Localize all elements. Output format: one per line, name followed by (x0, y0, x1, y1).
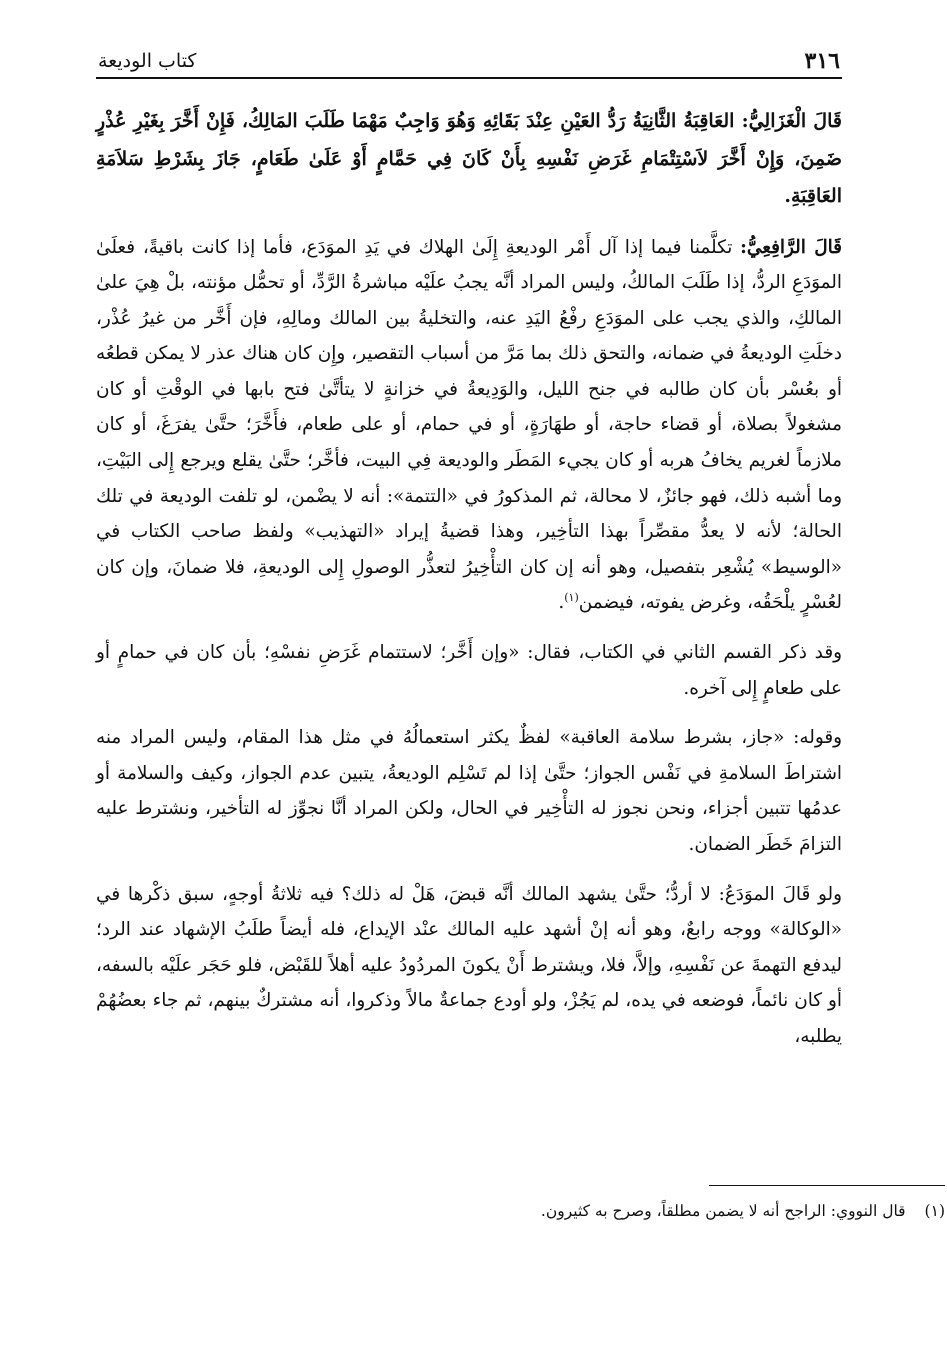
footnote-divider (709, 1185, 945, 1186)
paragraph-text-block (96, 635, 842, 706)
footnote (0, 1198, 945, 1224)
footnote-number: (١) (924, 1202, 945, 1220)
paragraph-text: العَاقِبَةُ الثَّانِيَةُ رَدُّ العَيْنِ عِنْدَ بَقَائِهِ وَهُوَ وَاجِبٌ مَهْمَا طَلَبَ المَالِكُ، فَإِنْ أَخَّرَ بِغَيْرِ عُذْرٍ ضَمِنَ، وَإِنْ أَخَّرَ لاَسْتِتْمَامِ غَرَضِ نَفْسِهِ بِأَنْ كَانَ فِي حَمَّامٍ أَوْ عَلَىٰ طَعَامٍ، جَازَ بِشَرْطِ سَلاَمَةِ العَاقِبَةِ. (96, 110, 842, 207)
paragraph-text-block (96, 720, 842, 862)
footnote-text: قال النووي: الراجح أنه لا يضمن مطلقاً، وصرح به كثيرون. (540, 1202, 906, 1220)
running-title: كتاب الوديعة (98, 50, 197, 72)
page-header (96, 38, 842, 79)
book-page (96, 38, 842, 1338)
page-number: ٣١٦ (804, 48, 840, 74)
footnote-reference[interactable]: (١) (564, 591, 579, 605)
speaker-label: قَالَ الْغَزَالِيُّ: (741, 110, 842, 132)
paragraph-text: وقد ذكر القسم الثاني في الكتاب، فقال: «وإن أَخَّر؛ لاستتمام غَرَضِ نفسْهِ؛ بأن كان في حمامٍ أو على طعامٍ إِلى آخره. (96, 642, 842, 699)
paragraph-rafii-commentary: قَالَ الرَّافِعِيُّ: تكلَّمنا فيما إذا آل أَمْر الوديعةِ إِلَىٰ الهلاك في يَدِ الموَدَع، فأما إذا كانت باقيةً، فعلَىٰ الموَدَعِ الردُّ، إذا طَلَبَ المالكُ، وليس المراد أنَّه يجبُ علَيْه مباشرةُ الرَّدِّ، أو تحمُّل مؤنته، بلْ هِيَ علىٰ المالكِ، والذي يجب على الموَدَعِ رفْعُ اليَدِ عنه، والتخليةُ بين المالك ومالِهِ، فإن أَخَّر من غيرُ عُذْر، دخلَتِ الوديعةُ في ضمانه، والتحق ذلك بما مَرَّ من أسباب التقصير، وإِن كان هناك عذر لا يمكن قطعُه أو بعُسْر بأن كان طالبه في جنح الليل، والوَدِيعةُ في خزانةٍ لا يتأتَّىٰ فتح بابها في الوقْتِ أو كان مشغولاً بصلاة، أو قضاء حاجة، أو طهَارَةٍ، أو في حمام، أو على طعام، فأَخَّرَ؛ حتَّىٰ يفرَغَ، أو كان ملازماً لغريم يخافُ هربه أو كان يجيء المَطَر والوديعة فِي البيت، فأخَّر؛ حتَّىٰ يقلع ويرجع إِلى البَيْتِ، وما أشبه ذلك، فهو جائزٌ، لا محالة، ثم المذكورُ في «التتمة»: أنه لا يضْمن، لو تلفت الوديعة في تلك الحالة؛ لأنه لا يعدُّ مقصِّراً بهذا التأخِير، وهذا قضيةُ إيراد «التهذيب» ولفظ صاحب الكتاب في «الوسيط» يُشْعِر بتفصيل، وهو أنه إن كان التأْخِيرُ لتعذُّر الوصولِ إِلى الوديعةِ، فلا ضمانَ، وإن كان لعُسْرٍ يلْحَقُه، وغرض يفوته، فيضمن$^{(١)}$. (96, 236, 842, 614)
speaker-label: قَالَ الرَّافِعِيُّ: (740, 236, 842, 258)
paragraph-text-block (96, 877, 842, 1055)
paragraph-text: تكلَّمنا فيما إذا آل أَمْر الوديعةِ إِلَىٰ الهلاك في يَدِ الموَدَع، فأما إذا كانت باقيةً، فعلَىٰ الموَدَعِ الردُّ، إذا طَلَبَ المالكُ، وليس المراد أنَّه يجبُ علَيْه مباشرةُ الرَّدِّ، أو تحمُّل مؤنته، بلْ هِيَ علىٰ المالكِ، والذي يجب على الموَدَعِ رفْعُ اليَدِ عنه، والتخليةُ بين المالك ومالِهِ، فإن أَخَّر من غيرُ عُذْر، دخلَتِ الوديعةُ في ضمانه، والتحق ذلك بما مَرَّ من أسباب التقصير، وإِن كان هناك عذر لا يمكن قطعُه أو بعُسْر بأن كان طالبه في جنح الليل، والوَدِيعةُ في خزانةٍ لا يتأتَّىٰ فتح بابها في الوقْتِ أو كان مشغولاً بصلاة، أو قضاء حاجة، أو طهَارَةٍ، أو في حمام، أو على طعام، فأَخَّرَ؛ حتَّىٰ يفرَغَ، أو كان ملازماً لغريم يخافُ هربه أو كان يجيء المَطَر والوديعة فِي البيت، فأخَّر؛ حتَّىٰ يقلع ويرجع إِلى البَيْتِ، وما أشبه ذلك، فهو جائزٌ، لا محالة، ثم المذكورُ في «التتمة»: أنه لا يضْمن، لو تلفت الوديعة في تلك الحالة؛ لأنه لا يعدُّ مقصِّراً بهذا التأخِير، وهذا قضيةُ إيراد «التهذيب» ولفظ صاحب الكتاب في «الوسيط» يُشْعِر بتفصيل، وهو أنه إن كان التأْخِيرُ لتعذُّر الوصولِ إِلى الوديعةِ، فلا ضمانَ، وإن كان لعُسْرٍ يلْحَقُه، وغرض يفوته، فيضمن (96, 236, 842, 614)
paragraph-text: وقوله: «جاز، بشرط سلامة العاقبة» لفظٌ يكثر استعمالُهُ في مثل هذا المقام، وليس المراد منه اشتراطَ السلامةِ في نَفْس الجواز؛ حتَّىٰ إذا لم تَسْلِم الوديعةُ، يتبين عدم الجواز، وكيف والسلامة أو عدمُها تتبين أجزاء، ونحن نجوز له التأْخِير في الحال، ولكن المراد أنَّا نجوِّز له التأخير، ونشترط عليه التزامَ خَطَر الضمان. (96, 727, 842, 855)
paragraph-text: ولو قَالَ الموَدَعُ: لا أردُّ؛ حتَّىٰ يشهد المالك أنَّه قبضَ، هَلْ له ذلك؟ فيه ثلاثةُ أوجهٍ، سبق ذكْرها في «الوكالة» ووجه رابعٌ، وهو أنه إنْ أشهد عليه المالك عنْد الإيداع، فله أيضاً طلَبُ الإشهاد عند الرد؛ ليدفع التهمةَ عن نَفْسِهِ، وإلاَّ، فلا، ويشترط أَنْ يكونَ المردُودُ عليه أهلاً للقَبْض، فلو حَجَر علَيْه بالسفه، أو كان نائماً، فوضعه في يده، لم يَجُزْ، ولو أودع جماعةٌ مالاً وذكروا، أنه مشتركٌ بينهم، ثم جاء بعضُهُمْ يطلبه، (96, 883, 842, 1047)
page-body (96, 79, 842, 1055)
paragraph-ghazali-text (96, 103, 842, 216)
